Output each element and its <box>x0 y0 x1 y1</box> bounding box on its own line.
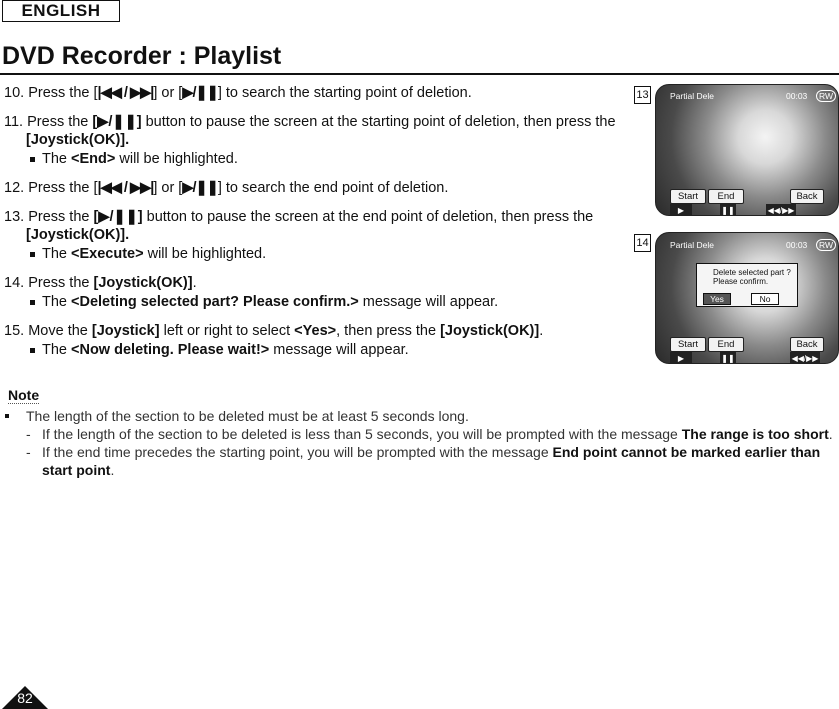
note-sub-item-1: - If the length of the section to be deleted is less than 5 seconds, you will be prompted with the message The range is too short. <box>4 425 839 443</box>
osd-start-button: Start <box>670 337 706 352</box>
osd-time: 00:03 <box>786 240 808 250</box>
confirm-dialog <box>696 263 798 307</box>
osd-mode-label: Partial Dele <box>670 240 714 250</box>
osd-back-button: Back <box>790 337 824 352</box>
osd-start-button: Start <box>670 189 706 204</box>
step-12: 12. Press the [|◀◀ / ▶▶|] or [▶/❚❚] to search the end point of deletion. <box>4 180 449 196</box>
step-13: 13. Press the [▶/❚❚] button to pause the screen at the end point of deletion, then press the [Joystick(OK)]. The <Execute> will be highlighted. <box>4 208 634 263</box>
screen-14-image <box>655 232 839 364</box>
search-icon: ◀◀/▶▶ <box>767 205 795 215</box>
step-15-bullet: The <Now deleting. Please wait!> message will appear. <box>4 341 634 359</box>
step-14: 14. Press the [Joystick(OK)]. The <Deleting selected part? Please confirm.> message will appear. <box>4 274 634 311</box>
osd-time: 00:03 <box>786 91 808 101</box>
step-11-bullet: The <End> will be highlighted. <box>4 150 634 168</box>
note-main-item: The length of the section to be deleted must be at least 5 seconds long. <box>4 407 839 425</box>
osd-mode-label: Partial Dele <box>670 91 714 101</box>
dialog-line-1: Delete selected part ? <box>713 268 791 277</box>
screen-14-label: 14 <box>634 234 651 252</box>
step-11: 11. Press the [▶/❚❚] button to pause the screen at the starting point of deletion, then press the [Joystick(OK)]. The <End> will be highlighted. <box>4 113 634 168</box>
play-icon: ▶ <box>670 204 692 216</box>
step-13-bullet: The <Execute> will be highlighted. <box>4 245 634 263</box>
notes-section <box>4 407 839 479</box>
step-10: 10. Press the [|◀◀ / ▶▶|] or [▶/❚❚] to search the starting point of deletion. <box>4 85 472 101</box>
search-icon: ◀◀/▶▶ <box>791 353 819 363</box>
step-14-bullet: The <Deleting selected part? Please confirm.> message will appear. <box>4 293 634 311</box>
step-15: 15. Move the [Joystick] left or right to select <Yes>, then press the [Joystick(OK)]. The <Now deleting. Please wait!> message will appear. <box>4 322 634 359</box>
osd-end-button: End <box>708 337 744 352</box>
language-tab: ENGLISH <box>2 0 120 22</box>
disc-rw-badge: RW <box>816 90 836 102</box>
pause-icon: ❚❚ <box>721 205 735 215</box>
dialog-no-button: No <box>751 293 779 305</box>
play-icon: ▶ <box>670 352 692 364</box>
osd-end-button: End <box>708 189 744 204</box>
title-divider <box>0 73 839 75</box>
page-number: 82 <box>17 690 33 706</box>
screen-13-image <box>655 84 839 216</box>
disc-rw-badge: RW <box>816 239 836 251</box>
note-heading: Note <box>8 387 40 403</box>
screen-13-label: 13 <box>634 86 651 104</box>
instruction-steps <box>4 84 634 370</box>
osd-back-button: Back <box>790 189 824 204</box>
dialog-line-2: Please confirm. <box>713 277 769 286</box>
note-sub-item-2: - If the end time precedes the starting point, you will be prompted with the message End point cannot be marked earlier than start point. <box>4 443 839 479</box>
pause-icon: ❚❚ <box>721 353 735 363</box>
dialog-yes-button: Yes <box>703 293 731 305</box>
page-title: DVD Recorder : Playlist <box>2 42 282 70</box>
